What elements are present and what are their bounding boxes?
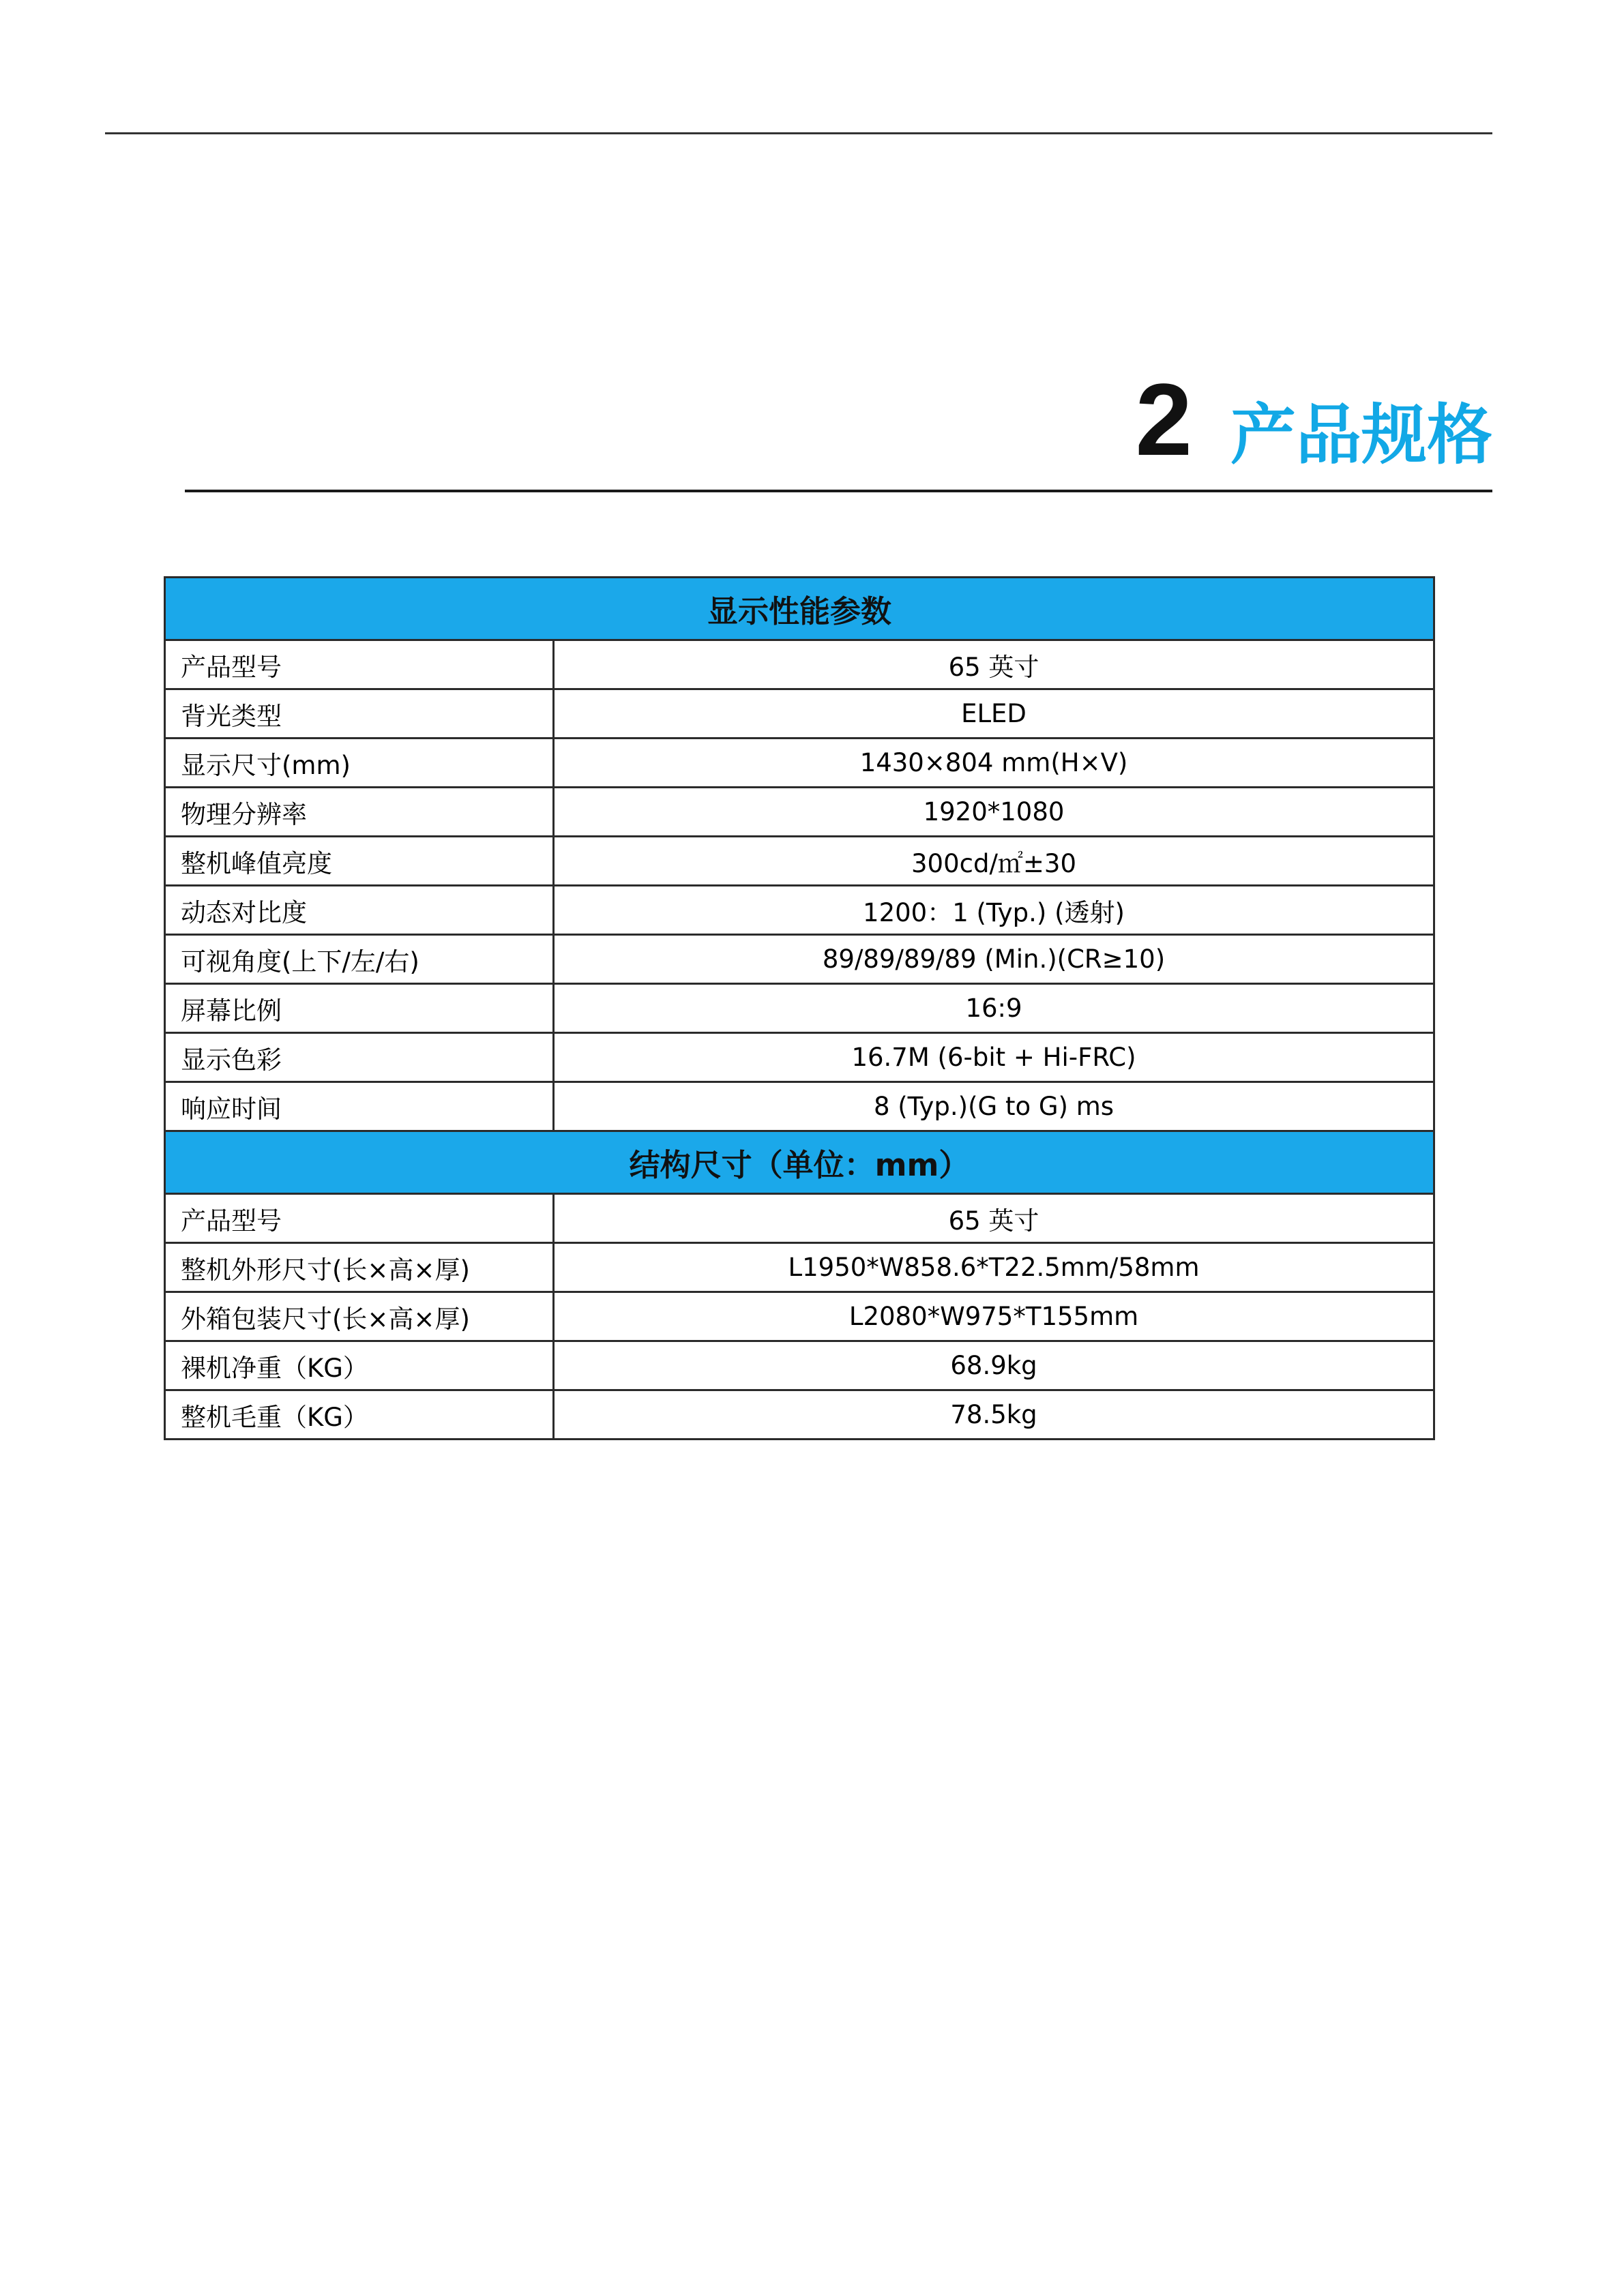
spec-label: 整机外形尺寸(长×高×厚) <box>165 1243 554 1292</box>
spec-value: 1200：1 (Typ.) (透射) <box>554 886 1434 935</box>
table-row <box>165 1390 1434 1440</box>
table-row <box>165 1243 1434 1292</box>
table-row <box>165 788 1434 837</box>
chapter-title: 产品规格 <box>1230 397 1492 473</box>
spec-value: 68.9kg <box>554 1341 1434 1390</box>
section-title-display: 显示性能参数 <box>165 578 1434 640</box>
section-header-row <box>165 1131 1434 1194</box>
spec-value: 300cd/㎡±30 <box>554 837 1434 886</box>
spec-label: 裸机净重（KG） <box>165 1341 554 1390</box>
spec-value: 1430×804 mm(H×V) <box>554 739 1434 788</box>
section-header-row <box>165 578 1434 640</box>
table-row <box>165 1033 1434 1082</box>
table-row <box>165 984 1434 1033</box>
table-row <box>165 886 1434 935</box>
spec-label: 整机毛重（KG） <box>165 1390 554 1440</box>
chapter-heading-underline <box>185 490 1492 492</box>
spec-label: 显示尺寸(mm) <box>165 739 554 788</box>
spec-value: 65 英寸 <box>554 640 1434 689</box>
spec-label: 外箱包装尺寸(长×高×厚) <box>165 1292 554 1341</box>
spec-label: 背光类型 <box>165 689 554 739</box>
spec-value: L2080*W975*T155mm <box>554 1292 1434 1341</box>
table-row <box>165 689 1434 739</box>
spec-label: 动态对比度 <box>165 886 554 935</box>
table-row <box>165 935 1434 984</box>
spec-value: L1950*W858.6*T22.5mm/58mm <box>554 1243 1434 1292</box>
spec-value: 16.7M (6-bit + Hi-FRC) <box>554 1033 1434 1082</box>
chapter-number: 2 <box>1135 362 1192 477</box>
spec-label: 整机峰值亮度 <box>165 837 554 886</box>
table-row <box>165 640 1434 689</box>
table-row <box>165 1292 1434 1341</box>
spec-label: 屏幕比例 <box>165 984 554 1033</box>
table-row <box>165 1194 1434 1243</box>
section-title-structure: 结构尺寸（单位：mm） <box>165 1131 1434 1194</box>
spec-label: 显示色彩 <box>165 1033 554 1082</box>
spec-value: 16:9 <box>554 984 1434 1033</box>
table-row <box>165 1341 1434 1390</box>
spec-label: 可视角度(上下/左/右) <box>165 935 554 984</box>
chapter-heading <box>1135 355 1492 477</box>
spec-value: 78.5kg <box>554 1390 1434 1440</box>
spec-label: 物理分辨率 <box>165 788 554 837</box>
spec-value: 65 英寸 <box>554 1194 1434 1243</box>
table-row <box>165 739 1434 788</box>
spec-value: 1920*1080 <box>554 788 1434 837</box>
spec-value: ELED <box>554 689 1434 739</box>
spec-label: 产品型号 <box>165 1194 554 1243</box>
table-row <box>165 837 1434 886</box>
spec-table <box>164 576 1435 1440</box>
spec-value: 8 (Typ.)(G to G) ms <box>554 1082 1434 1131</box>
spec-label: 响应时间 <box>165 1082 554 1131</box>
spec-value: 89/89/89/89 (Min.)(CR≥10) <box>554 935 1434 984</box>
header-rule <box>105 132 1492 134</box>
table-row <box>165 1082 1434 1131</box>
spec-label: 产品型号 <box>165 640 554 689</box>
